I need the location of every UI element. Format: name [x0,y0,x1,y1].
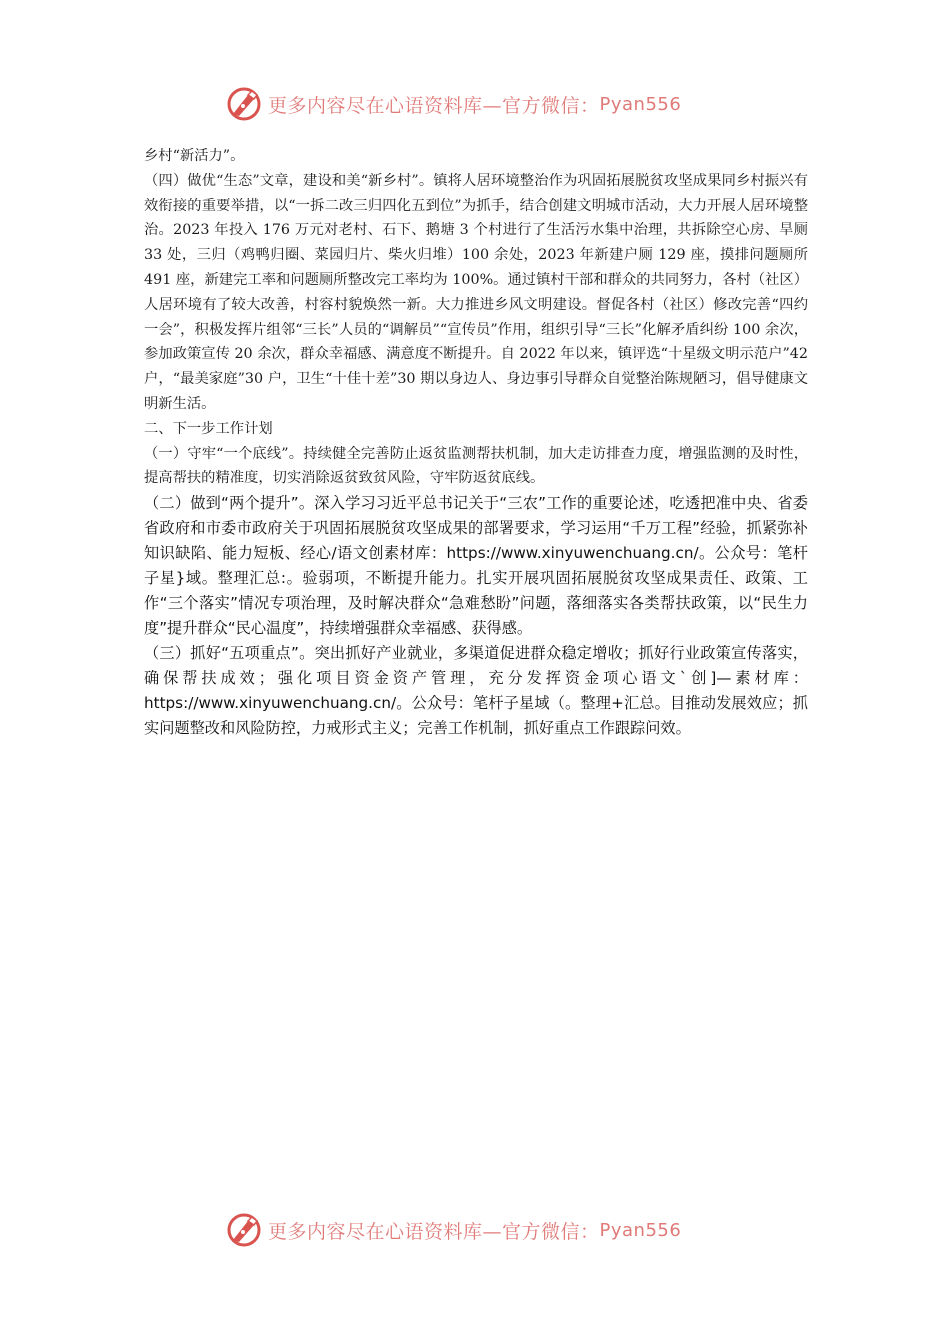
section-heading-next-plan: 二、下一步工作计划 [144,420,273,437]
banner-wechat-id: Pyan556 [599,93,682,115]
paragraph-plan-3: （三）抓好“五项重点”。突出抓好产业就业，多渠道促进群众稳定增收；抓好行业政策宣传落实，确保帮扶成效；强化项目资金资产管理，充分发挥资金项心语文`创]—素材库：https://www.xinyuwenchuang.cn/。公众号：笔杆子星域（。整理+汇总。目推动发展效应；抓实问题整改和风险防控，力戒形式主义；完善工作机制，抓好重点工作跟踪问效。 [144,644,808,738]
pen-nib-logo-icon [226,1212,262,1248]
paragraph-plan-2: （二）做到“两个提升”。深入学习习近平总书记关于“三农”工作的重要论述，吃透把准中央、省委省政府和市委市政府关于巩固拓展脱贫攻坚成果的部署要求，学习运用“千万工程”经验，抓紧弥补知识缺陷、能力短板、经心/语文创素材库：https://www.xinyuwenchuang.cn/。公众号：笔杆子星}域。整理汇总:。验弱项，不断提升能力。扎实开展巩固拓展脱贫攻坚成果责任、政策、工作“三个落实”情况专项治理，及时解决群众“急难愁盼”问题，落细落实各类帮扶政策，以“民生力度”提升群众“民心温度”，持续增强群众幸福感、获得感。 [144,494,808,638]
document-body [144,144,808,741]
header-watermark-banner [226,84,726,124]
banner-text: 更多内容尽在心语资料库—官方微信： [268,94,600,117]
paragraph-section-4: （四）做优“生态”文章，建设和美“新乡村”。镇将人居环境整治作为巩固拓展脱贫攻坚成果同乡村振兴有效衔接的重要举措，以“一拆二改三归四化五到位”为抓手，结合创建文明城市活动，大力开展人居环境整治。2023 年投入 176 万元对老村、石下、鹅塘 3 个村进行了生活污水集中治理，共拆除空心房、旱厕 33 处，三归（鸡鸭归圈、菜园归片、柴火归堆）100 余处，2023 年新建户厕 129 座，摸排问题厕所 491 座，新建完工率和问题厕所整改完工率均为 100%。通过镇村干部和群众的共同努力，各村（社区）人居环境有了较大改善，村容村貌焕然一新。大力推进乡风文明建设。督促各村（社区）修改完善“四约一会”，积极发挥片组邻“三长”人员的“调解员”“宣传员”作用，组织引导“三长”化解矛盾纠纷 100 余次，参加政策宣传 20 余次，群众幸福感、满意度不断提升。自 2022 年以来，镇评选“十星级文明示范户”42 户，“最美家庭”30 户，卫生“十佳十差”30 期以身边人、身边事引导群众自觉整治陈规陋习，倡导健康文明新生活。 [144,172,808,412]
paragraph-plan-1: （一）守牢“一个底线”。持续健全完善防止返贫监测帮扶机制，加大走访排查力度，增强监测的及时性，提高帮扶的精准度，切实消除返贫致贫风险，守牢防返贫底线。 [144,445,808,487]
banner-wechat-id: Pyan556 [599,1219,682,1241]
footer-watermark-banner [226,1210,726,1250]
banner-text: 更多内容尽在心语资料库—官方微信： [268,1220,600,1243]
pen-nib-logo-icon [226,86,262,122]
paragraph-continuation: 乡村“新活力”。 [144,148,245,164]
